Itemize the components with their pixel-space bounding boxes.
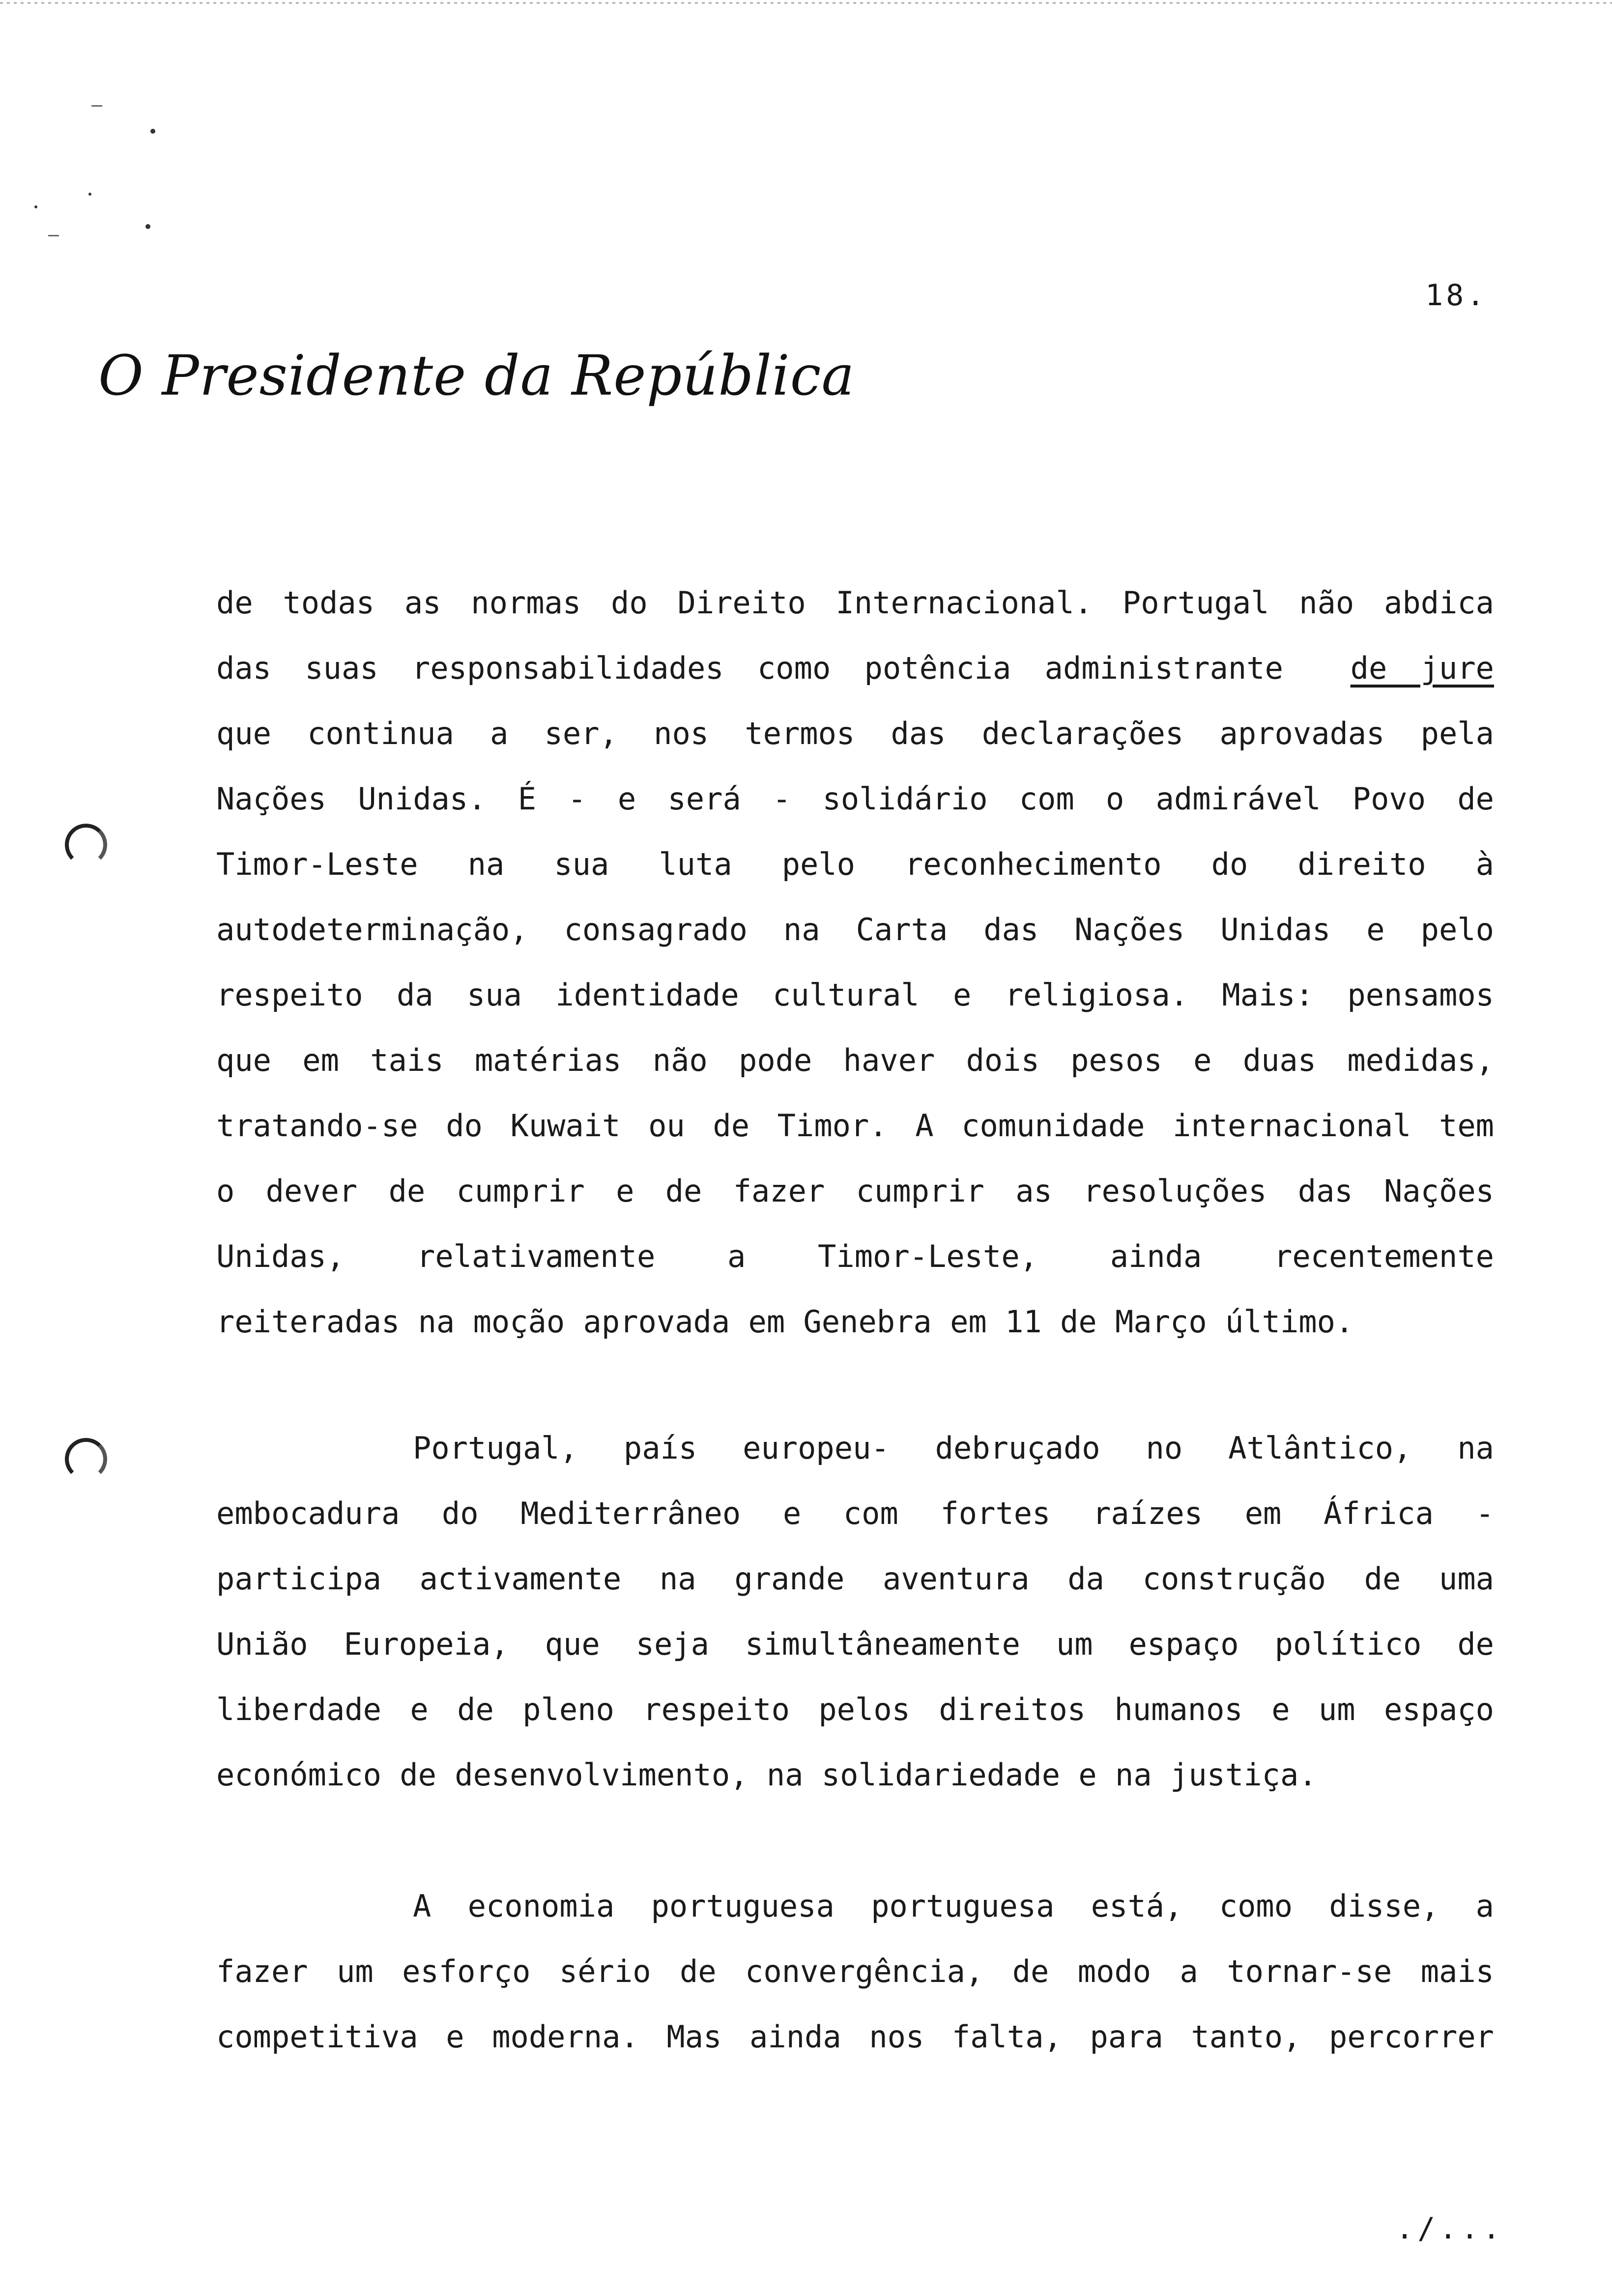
scan-mark [48,235,59,236]
paragraph-2 [216,1415,1494,1808]
text-line: de todas as normas do Direito Internacional. Portugal não abdica [216,585,1494,621]
text-line: participa activamente na grande aventura da construção de uma [216,1561,1494,1597]
scan-speck [88,193,91,196]
text-line: tratando-se do Kuwait ou de Timor. A comunidade internacional tem [216,1108,1494,1144]
text-line: respeito da sua identidade cultural e religiosa. Mais: pensamos [216,977,1494,1013]
text-line: A economia portuguesa portuguesa está, como disse, a [413,1888,1494,1924]
text-line [216,635,1494,701]
text-line-part: das suas responsabilidades como potência administrante [216,650,1283,686]
continuation-mark: ./... [1396,2211,1504,2246]
text-line: liberdade e de pleno respeito pelos direitos humanos e um espaço [216,1692,1494,1727]
text-line: que continua a ser, nos termos das declarações aprovadas pela [216,716,1494,751]
scan-speck [34,205,37,208]
text-line: Nações Unidas. É - e será - solidário com o admirável Povo de [216,781,1494,817]
text-line: embocadura do Mediterrâneo e com fortes raízes em África - [216,1495,1494,1531]
text-line: reiteradas na moção aprovada em Genebra em 11 de Março último. [216,1304,1354,1340]
text-line: Timor-Leste na sua luta pelo reconhecimento do direito à [216,846,1494,882]
paragraph-3 [216,1873,1494,2069]
letterhead-title: O Presidente da República [98,344,855,408]
text-line: económico de desenvolvimento, na solidariedade e na justiça. [216,1757,1317,1793]
punch-hole [65,1438,107,1480]
text-line: União Europeia, que seja simultâneamente um espaço político de [216,1626,1494,1662]
text-line: autodeterminação, consagrado na Carta das Nações Unidas e pelo [216,912,1494,947]
scan-speck [145,224,150,229]
text-line: Unidas, relativamente a Timor-Leste, ainda recentemente [216,1238,1494,1274]
text-line: o dever de cumprir e de fazer cumprir as resoluções das Nações [216,1173,1494,1209]
scan-mark [91,105,102,107]
underlined-phrase: de jure [1350,650,1494,686]
paragraph-1 [216,570,1494,1354]
text-line: fazer um esforço sério de convergência, de modo a tornar-se mais [216,1953,1494,1989]
page-number: 18. [1425,278,1488,313]
scan-edge-line [0,2,1612,4]
text-line: competitiva e moderna. Mas ainda nos falta, para tanto, percorrer [216,2019,1494,2055]
text-line: Portugal, país europeu- debruçado no Atlântico, na [413,1430,1494,1466]
text-line: que em tais matérias não pode haver dois pesos e duas medidas, [216,1042,1494,1078]
scan-speck [150,129,155,134]
punch-hole [65,824,107,866]
